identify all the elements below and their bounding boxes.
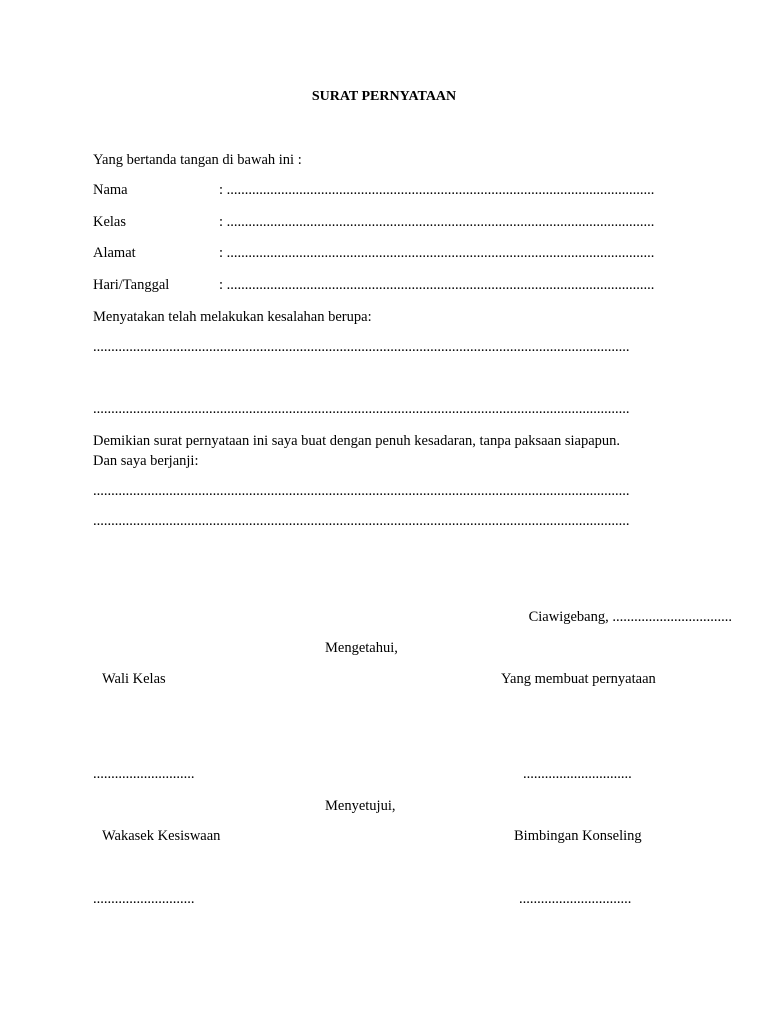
signature-line-homeroom: ............................ [93,766,195,782]
homeroom-teacher-label: Wali Kelas [102,671,166,687]
field-label-nama: Nama [93,182,128,198]
field-label-hari-tanggal: Hari/Tanggal [93,277,170,293]
field-value-kelas: : ...................................................................................................................... [219,214,655,230]
field-value-nama: : ...................................................................................................................... [219,182,655,198]
signature-line-counseling: ............................... [519,891,632,907]
vice-principal-label: Wakasek Kesiswaan [102,828,221,844]
place-date: Ciawigebang, ................................. [528,609,732,625]
promise-label: Dan saya berjanji: [93,453,199,469]
offense-label: Menyatakan telah melakukan kesalahan berupa: [93,309,372,325]
intro-text: Yang bertanda tangan di bawah ini : [93,152,302,168]
offense-line-1: .................................................................................................................................................... [93,339,630,355]
field-label-kelas: Kelas [93,214,127,230]
signature-line-statement-maker: .............................. [523,766,632,782]
counseling-label: Bimbingan Konseling [514,828,642,844]
approved-label: Menyetujui, [325,798,396,814]
statement-maker-label: Yang membuat pernyataan [501,671,656,687]
field-label-alamat: Alamat [93,245,136,261]
field-value-alamat: : ...................................................................................................................... [219,245,655,261]
closing-statement: Demikian surat pernyataan ini saya buat dengan penuh kesadaran, tanpa paksaan siapapun. [93,433,621,449]
document-title: SURAT PERNYATAAN [311,89,457,104]
offense-line-2: .................................................................................................................................................... [93,401,630,417]
field-value-hari-tanggal: : ...................................................................................................................... [219,277,655,293]
promise-line-2: .................................................................................................................................................... [93,513,630,529]
promise-line-1: .................................................................................................................................................... [93,483,630,499]
acknowledged-label: Mengetahui, [325,640,398,656]
signature-line-vice-principal: ............................ [93,891,195,907]
